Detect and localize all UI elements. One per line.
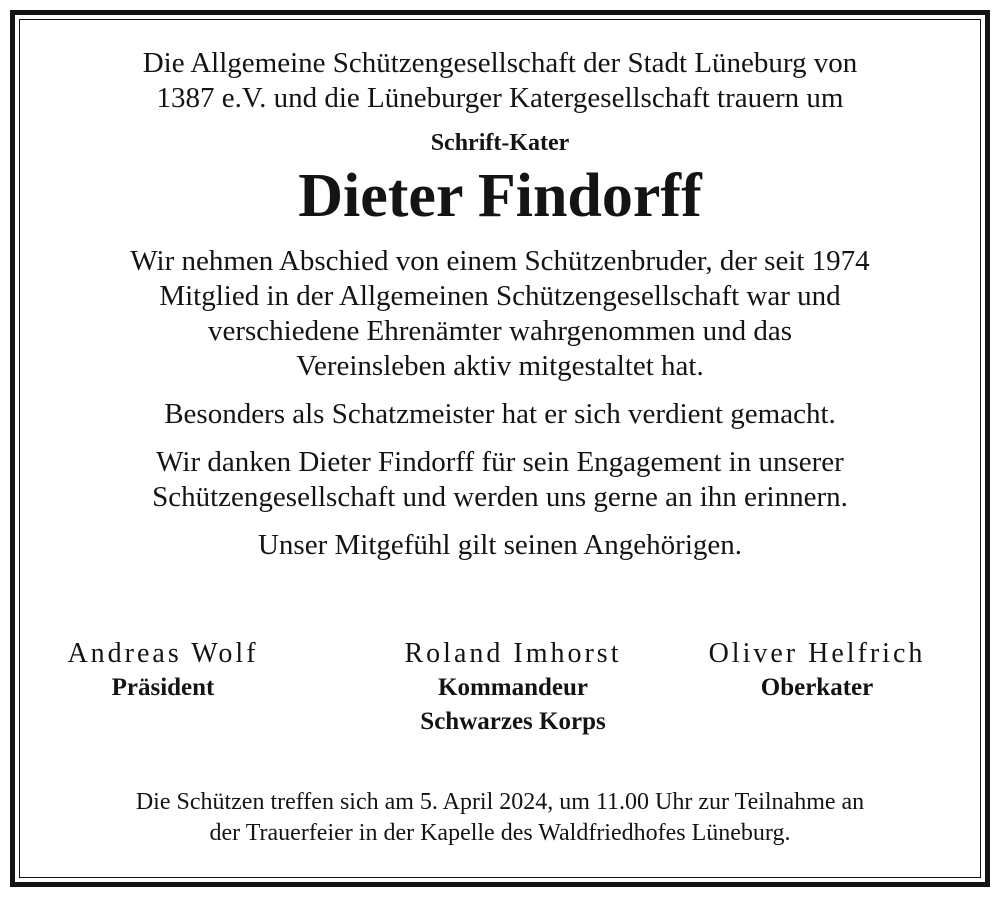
paragraph-line: Wir nehmen Abschied von einem Schützenbruder, der seit 1974 bbox=[130, 245, 870, 277]
tribute-paragraph bbox=[24, 244, 976, 384]
paragraph-line: Wir danken Dieter Findorff für sein Engagement in unserer bbox=[156, 446, 844, 478]
paragraph-line: Besonders als Schatzmeister hat er sich verdient gemacht. bbox=[164, 398, 836, 430]
deceased-name: Dieter Findorff bbox=[298, 162, 702, 230]
condolence-paragraph bbox=[24, 528, 976, 563]
paragraph-line: Mitglied in der Allgemeinen Schützengesellschaft war und bbox=[159, 280, 841, 312]
paragraph-line: Unser Mitgefühl gilt seinen Angehörigen. bbox=[257, 529, 743, 561]
signatory-name: Andreas Wolf bbox=[67, 638, 259, 669]
intro-line: Die Allgemeine Schützengesellschaft der Stadt Lüneburg von bbox=[142, 47, 858, 79]
intro-line: 1387 e.V. und die Lüneburger Katergesellschaft trauern um bbox=[156, 82, 844, 114]
signatory-role: Präsident bbox=[111, 674, 215, 701]
paragraph-line: verschiedene Ehrenämter wahrgenommen und das bbox=[207, 315, 793, 347]
signatory-role: Kommandeur bbox=[438, 674, 588, 701]
note-line: der Trauerfeier in der Kapelle des Waldfriedhofes Lüneburg. bbox=[209, 820, 791, 846]
intro-text bbox=[24, 46, 976, 116]
thanks-paragraph bbox=[24, 445, 976, 515]
signatory-role: Schwarzes Korps bbox=[420, 708, 606, 735]
honorary-title: Schrift-Kater bbox=[430, 130, 570, 156]
signatory-name: Roland Imhorst bbox=[404, 638, 622, 669]
signatory bbox=[664, 637, 970, 705]
note-line: Die Schützen treffen sich am 5. April 2024, um 11.00 Uhr zur Teilnahme an bbox=[135, 789, 865, 815]
signatory-role: Oberkater bbox=[760, 674, 874, 701]
paragraph-line: Vereinsleben aktiv mitgestaltet hat. bbox=[296, 350, 704, 382]
signatory-name: Oliver Helfrich bbox=[708, 638, 926, 669]
tribute-paragraph bbox=[24, 397, 976, 432]
paragraph-line: Schützengesellschaft und werden uns gerne an ihn erinnern. bbox=[152, 481, 848, 513]
signatories bbox=[24, 637, 976, 747]
funeral-note bbox=[24, 787, 976, 849]
obituary-notice bbox=[24, 24, 976, 563]
signatory bbox=[342, 637, 684, 739]
signatory bbox=[24, 637, 302, 705]
